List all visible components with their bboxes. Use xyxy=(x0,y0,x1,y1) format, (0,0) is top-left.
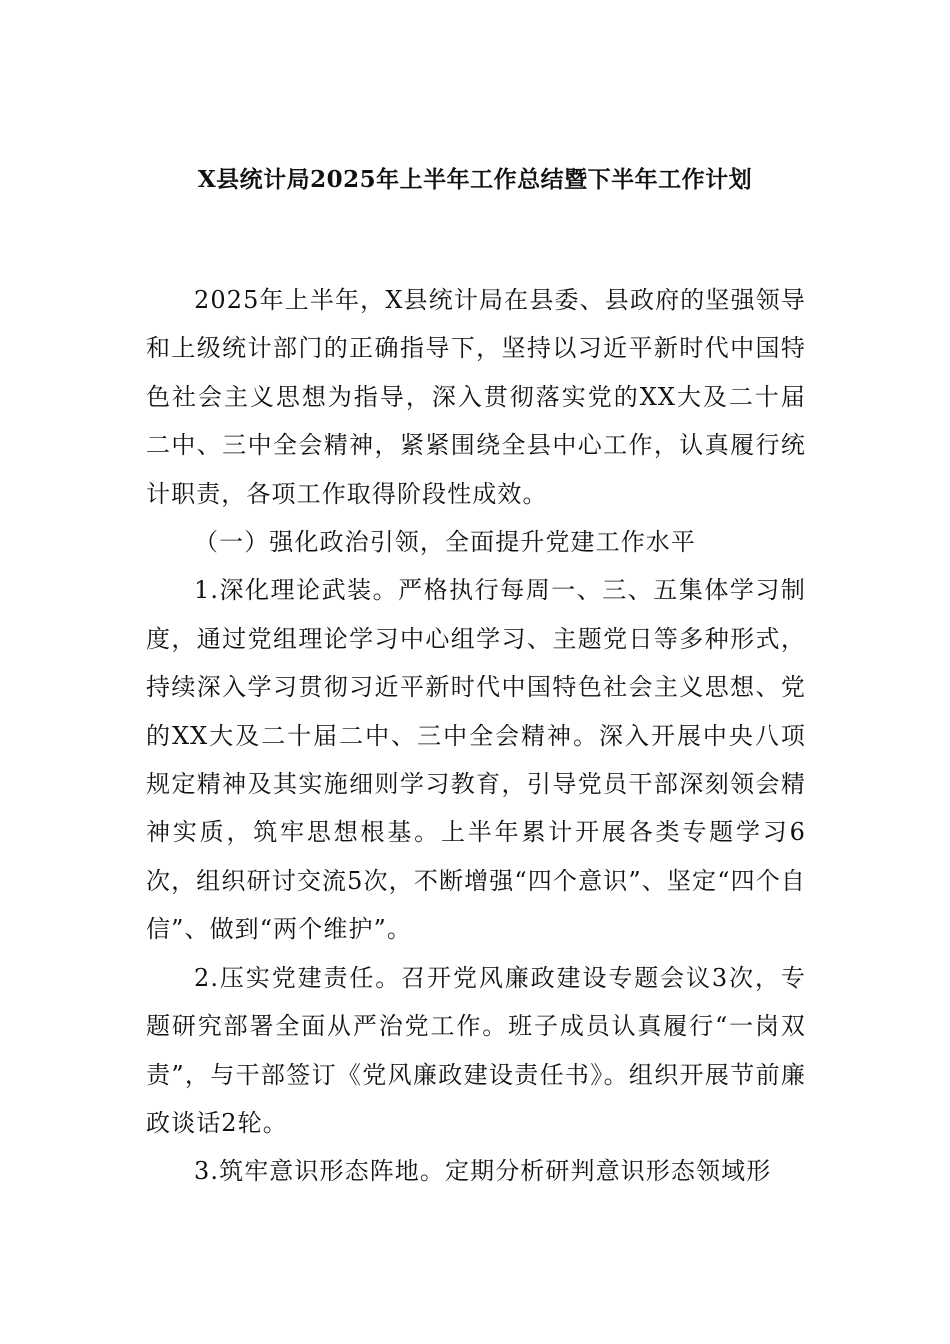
paragraph-item-2: 2.压实党建责任。召开党风廉政建设专题会议3次，专题研究部署全面从严治党工作。班子成员认真履行“一岗双责”，与干部签订《党风廉政建设责任书》。组织开展节前廉政谈话2轮。 xyxy=(146,963,806,1137)
paragraph-intro: 2025年上半年，X县统计局在县委、县政府的坚强领导和上级统计部门的正确指导下，坚持以习近平新时代中国特色社会主义思想为指导，深入贯彻落实党的XX大及二十届二中、三中全会精神，紧紧围绕全县中心工作，认真履行统计职责，各项工作取得阶段性成效。 xyxy=(146,286,806,508)
document-title: X县统计局2025年上半年工作总结暨下半年工作计划 xyxy=(197,166,753,193)
paragraph-item-3: 3.筑牢意识形态阵地。定期分析研判意识形态领域形 xyxy=(194,1157,772,1186)
paragraph-item-1: 1.深化理论武装。严格执行每周一、三、五集体学习制度，通过党组理论学习中心组学习、主题党日等多种形式，持续深入学习贯彻习近平新时代中国特色社会主义思想、党的XX大及二十届二中、三中全会精神。深入开展中央八项规定精神及其实施细则学习教育，引导党员干部深刻领会精神实质，筑牢思想根基。上半年累计开展各类专题学习6次，组织研讨交流5次，不断增强“四个意识”、坚定“四个自信”、做到“两个维护”。 xyxy=(146,576,806,944)
section-heading: （一）强化政治引领，全面提升党建工作水平 xyxy=(194,528,696,557)
document-body xyxy=(146,276,806,1196)
